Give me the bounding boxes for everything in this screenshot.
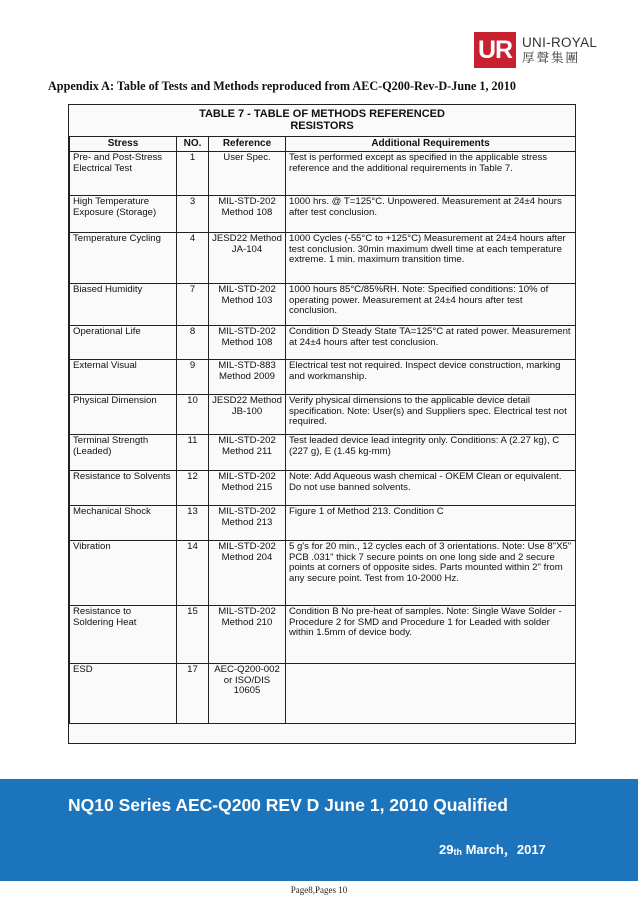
- table-body: [70, 152, 576, 724]
- table-row: [70, 152, 576, 196]
- cell-requirements: 1000 Cycles (-55°C to +125°C) Measurement at 24±4 hours after test conclusion. 30min maximum dwell time at each temperature extreme. 1 min. maximum transition time.: [286, 233, 576, 284]
- cell-no: 1: [177, 152, 209, 196]
- uniroyal-logo: [474, 33, 597, 67]
- cell-requirements: Figure 1 of Method 213. Condition C: [286, 506, 576, 541]
- table-title: [69, 108, 575, 132]
- cell-no: 15: [177, 606, 209, 664]
- cell-no: 11: [177, 435, 209, 471]
- cell-requirements: [286, 664, 576, 724]
- cell-requirements: Test is performed except as specified in the applicable stress reference and the additional requirements in Table 7.: [286, 152, 576, 196]
- cell-no: 9: [177, 360, 209, 395]
- cell-requirements: Test leaded device lead integrity only. Conditions: A (2.27 kg), C (227 g), E (1.45 kg-mm): [286, 435, 576, 471]
- logo-name: UNI-ROYAL: [522, 35, 598, 50]
- cell-stress: Vibration: [70, 541, 177, 606]
- footer-title: NQ10 Series AEC-Q200 REV D June 1, 2010 Qualified: [68, 795, 508, 815]
- page-number: Page8,Pages 10: [290, 885, 348, 895]
- cell-stress: Physical Dimension: [70, 395, 177, 435]
- table-title-line2: RESISTORS: [290, 120, 354, 132]
- cell-reference: MIL-STD-202 Method 211: [209, 435, 286, 471]
- table-row: [70, 196, 576, 233]
- cell-requirements: Condition D Steady State TA=125°C at rated power. Measurement at 24±4 hours after test conclusion.: [286, 326, 576, 360]
- methods-table-scan: [68, 104, 576, 744]
- cell-requirements: Condition B No pre-heat of samples. Note: Single Wave Solder - Procedure 2 for SMD and Procedure 1 for Leaded with solder within 1.5mm of device body.: [286, 606, 576, 664]
- appendix-heading: Appendix A: Table of Tests and Methods reproduced from AEC-Q200-Rev-D-June 1, 2010: [48, 79, 516, 93]
- header-stress: Stress: [70, 137, 177, 152]
- table-row: [70, 541, 576, 606]
- cell-stress: Resistance to Soldering Heat: [70, 606, 177, 664]
- table-header-row: [70, 137, 576, 152]
- cell-no: 3: [177, 196, 209, 233]
- cell-stress: High Temperature Exposure (Storage): [70, 196, 177, 233]
- cell-reference: MIL-STD-883 Method 2009: [209, 360, 286, 395]
- date-rest: March，2017: [461, 842, 546, 857]
- cell-stress: Terminal Strength (Leaded): [70, 435, 177, 471]
- cell-stress: Operational Life: [70, 326, 177, 360]
- header-requirements: Additional Requirements: [286, 137, 576, 152]
- cell-requirements: 1000 hrs. @ T=125°C. Unpowered. Measurement at 24±4 hours after test conclusion.: [286, 196, 576, 233]
- table-row: [70, 606, 576, 664]
- cell-stress: Biased Humidity: [70, 284, 177, 326]
- cell-stress: Mechanical Shock: [70, 506, 177, 541]
- cell-requirements: Note: Add Aqueous wash chemical - OKEM Clean or equivalent. Do not use banned solvents.: [286, 471, 576, 506]
- cell-no: 4: [177, 233, 209, 284]
- header-reference: Reference: [209, 137, 286, 152]
- date-suffix: th: [453, 847, 462, 857]
- footer-date: [439, 839, 546, 858]
- cell-reference: MIL-STD-202 Method 213: [209, 506, 286, 541]
- cell-reference: MIL-STD-202 Method 103: [209, 284, 286, 326]
- table-row: [70, 506, 576, 541]
- cell-no: 12: [177, 471, 209, 506]
- table-row: [70, 395, 576, 435]
- cell-reference: MIL-STD-202 Method 108: [209, 196, 286, 233]
- cell-no: 14: [177, 541, 209, 606]
- cell-stress: ESD: [70, 664, 177, 724]
- table-row: [70, 233, 576, 284]
- cell-no: 10: [177, 395, 209, 435]
- cell-no: 17: [177, 664, 209, 724]
- cell-requirements: 5 g's for 20 min., 12 cycles each of 3 orientations. Note: Use 8"X5" PCB .031" thick 7 secure points on one long side and 2 secure points at corners of opposite sides. Parts mounted within 2" from any secure point. Test from 10-2000 Hz.: [286, 541, 576, 606]
- table-row: [70, 435, 576, 471]
- cell-no: 7: [177, 284, 209, 326]
- cell-requirements: Electrical test not required. Inspect device construction, marking and workmanship.: [286, 360, 576, 395]
- cell-stress: Resistance to Solvents: [70, 471, 177, 506]
- table-row: [70, 284, 576, 326]
- cell-reference: MIL-STD-202 Method 215: [209, 471, 286, 506]
- logo-mark: UR: [474, 32, 516, 68]
- cell-reference: JESD22 Method JB-100: [209, 395, 286, 435]
- cell-requirements: Verify physical dimensions to the applicable device detail specification. Note: User(s) and Suppliers spec. Electrical test not required.: [286, 395, 576, 435]
- cell-reference: User Spec.: [209, 152, 286, 196]
- cell-reference: MIL-STD-202 Method 108: [209, 326, 286, 360]
- table-row: [70, 664, 576, 724]
- cell-stress: Temperature Cycling: [70, 233, 177, 284]
- cell-reference: JESD22 Method JA-104: [209, 233, 286, 284]
- table-title-line1: TABLE 7 - TABLE OF METHODS REFERENCED: [199, 108, 445, 120]
- cell-stress: Pre- and Post-Stress Electrical Test: [70, 152, 177, 196]
- cell-reference: AEC-Q200-002 or ISO/DIS 10605: [209, 664, 286, 724]
- table-row: [70, 326, 576, 360]
- methods-table: [69, 136, 576, 724]
- cell-reference: MIL-STD-202 Method 204: [209, 541, 286, 606]
- cell-reference: MIL-STD-202 Method 210: [209, 606, 286, 664]
- cell-requirements: 1000 hours 85°C/85%RH. Note: Specified conditions: 10% of operating power. Measurement at 24±4 hours after test conclusion.: [286, 284, 576, 326]
- header-no: NO.: [177, 137, 209, 152]
- cell-no: 8: [177, 326, 209, 360]
- logo-chinese-name: 厚聲集團: [522, 50, 581, 65]
- date-day: 29: [439, 842, 454, 857]
- cell-no: 13: [177, 506, 209, 541]
- cell-stress: External Visual: [70, 360, 177, 395]
- table-row: [70, 471, 576, 506]
- table-row: [70, 360, 576, 395]
